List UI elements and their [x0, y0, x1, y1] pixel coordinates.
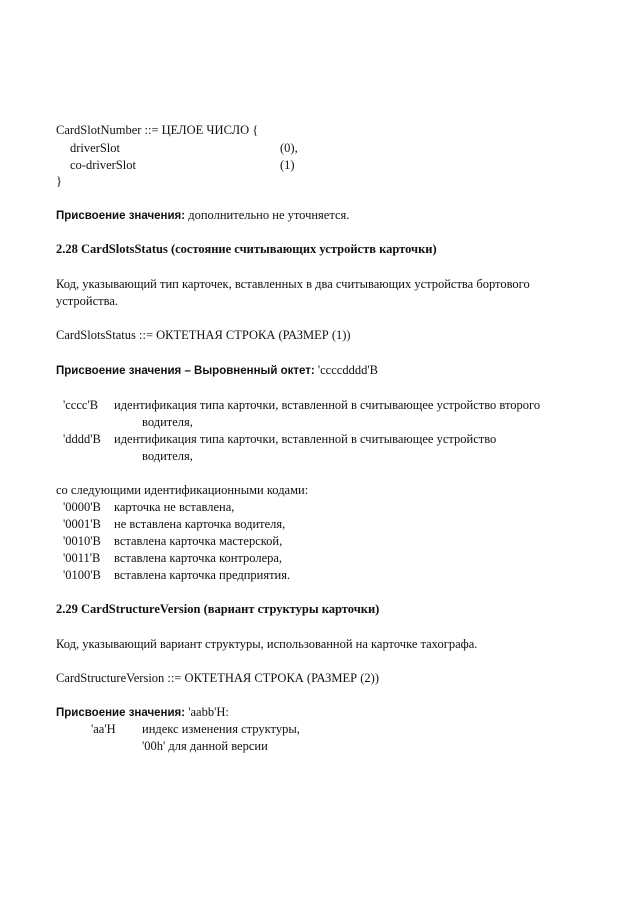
codes-intro: со следующими идентификационными кодами:: [56, 483, 309, 497]
assignment-value: 'aabb'H:: [188, 705, 229, 719]
assignment-label: Присвоение значения:: [56, 707, 186, 719]
value-assignment: [56, 362, 378, 379]
item-description: индекс изменения структуры,: [142, 722, 300, 736]
item-code: 'aa'H: [91, 722, 116, 736]
id-code: '0010'B: [63, 534, 101, 548]
bit-description: идентификация типа карточки, вставленной в считывающее устройство второго: [114, 398, 541, 412]
member-name: co-driverSlot: [70, 158, 136, 172]
item-description: '00h' для данной версии: [142, 739, 268, 753]
section-heading-2-29: 2.29 CardStructureVersion (вариант структуры карточки): [56, 602, 380, 616]
id-code-text: вставлена карточка предприятия.: [114, 568, 291, 582]
bit-description: идентификация типа карточки, вставленной в считывающее устройство: [114, 432, 497, 446]
closing-brace: }: [56, 174, 62, 188]
value-assignment: [56, 704, 229, 721]
bit-code: 'cccc'B: [63, 398, 99, 412]
member-value: (0),: [280, 141, 298, 155]
assignment-label: Присвоение значения – Выровненный октет:: [56, 365, 315, 377]
id-code-text: карточка не вставлена,: [114, 500, 235, 514]
assignment-value: 'ccccdddd'B: [317, 363, 378, 377]
bit-code: 'dddd'B: [63, 432, 101, 446]
id-code: '0000'B: [63, 500, 101, 514]
section-description: Код, указывающий тип карточек, вставленных в два считывающих устройства бортового: [56, 277, 530, 291]
type-declaration: CardSlotsStatus ::= ОКТЕТНАЯ СТРОКА (РАЗМЕР (1)): [56, 328, 351, 342]
id-code: '0011'B: [63, 551, 101, 565]
assignment-label: Присвоение значения:: [56, 210, 186, 222]
section-description: устройства.: [56, 294, 119, 308]
bit-description: водителя,: [142, 449, 193, 463]
assignment-text: дополнительно не уточняется.: [188, 208, 350, 222]
section-heading-2-28: 2.28 CardSlotsStatus (состояние считывающих устройств карточки): [56, 242, 437, 256]
section-description: Код, указывающий вариант структуры, использованной на карточке тахографа.: [56, 637, 478, 651]
type-declaration: CardStructureVersion ::= ОКТЕТНАЯ СТРОКА (РАЗМЕР (2)): [56, 671, 379, 685]
cardslotnumber-declaration: CardSlotNumber ::= ЦЕЛОЕ ЧИСЛО {: [56, 123, 259, 137]
member-name: driverSlot: [70, 141, 120, 155]
member-value: (1): [280, 158, 295, 172]
id-code-text: вставлена карточка мастерской,: [114, 534, 283, 548]
id-code-text: не вставлена карточка водителя,: [114, 517, 286, 531]
id-code: '0001'B: [63, 517, 101, 531]
id-code: '0100'B: [63, 568, 101, 582]
id-code-text: вставлена карточка контролера,: [114, 551, 283, 565]
bit-description: водителя,: [142, 415, 193, 429]
value-assignment: [56, 207, 349, 224]
